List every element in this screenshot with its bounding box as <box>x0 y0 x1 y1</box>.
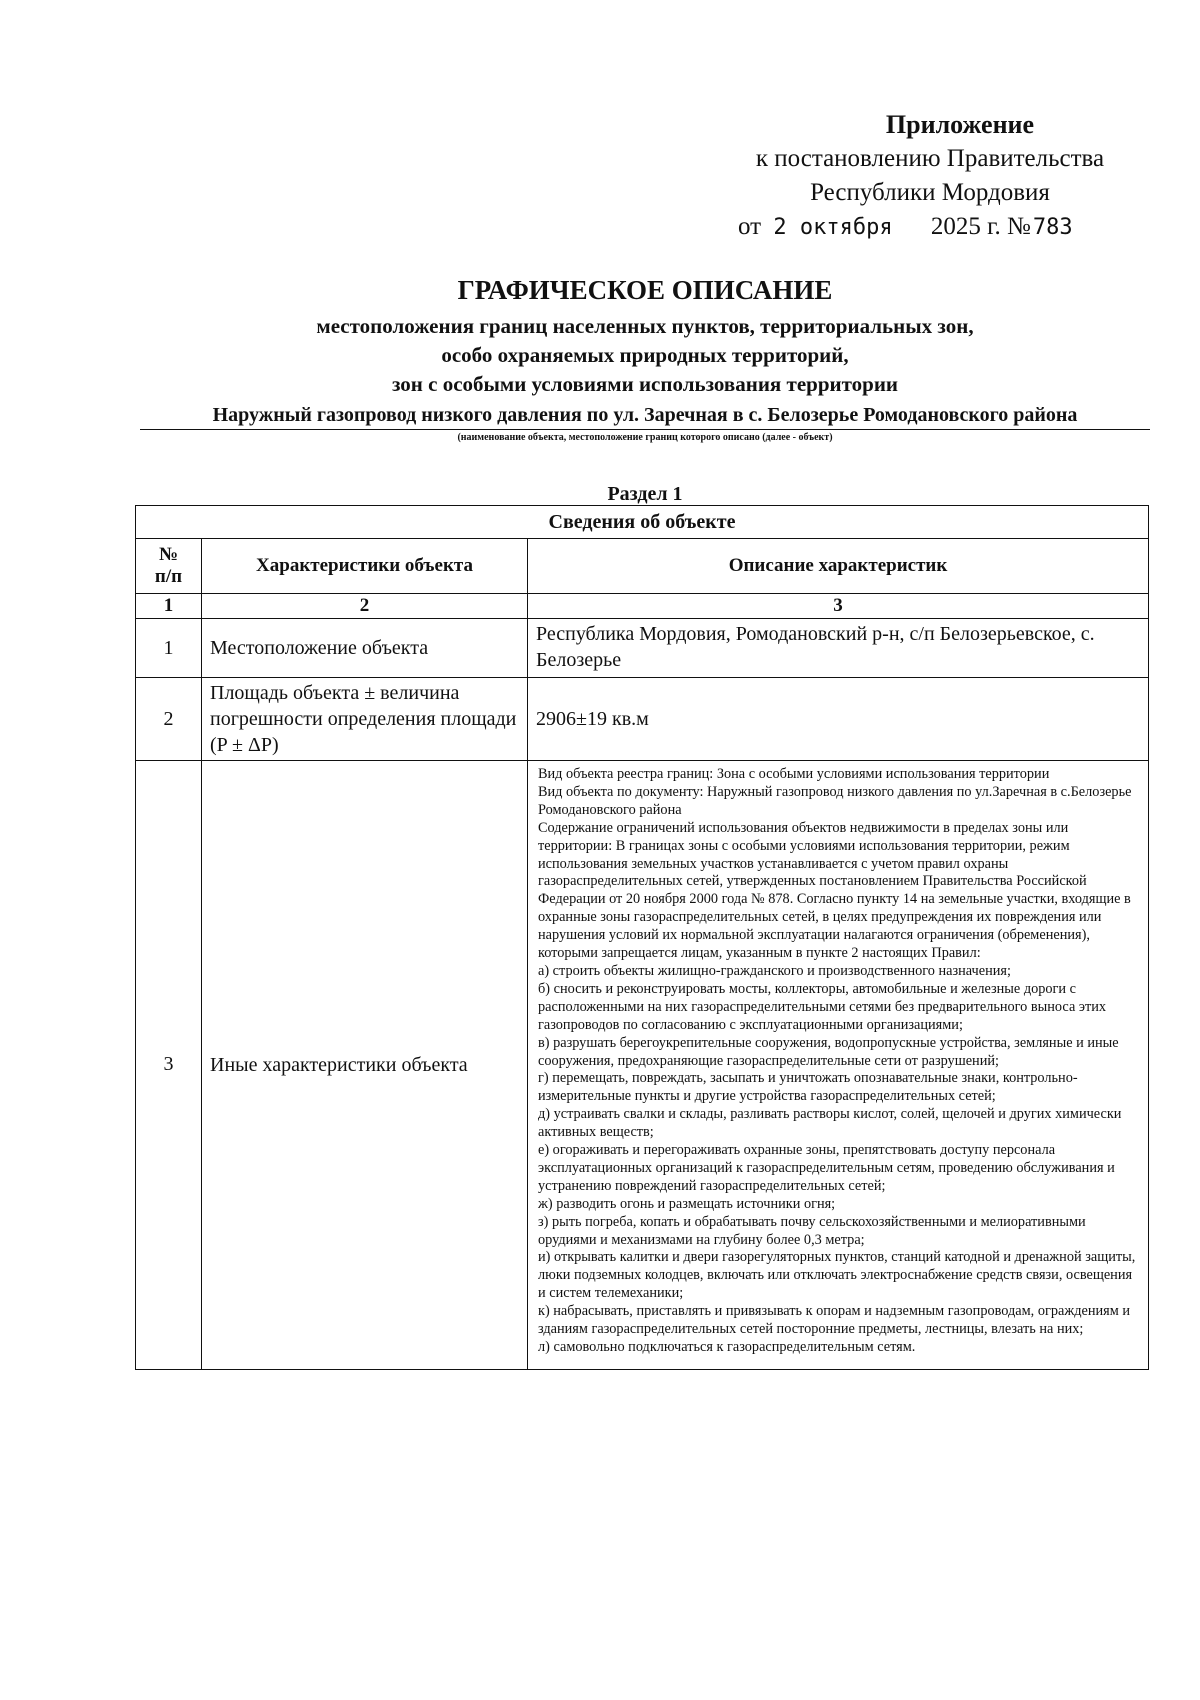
column-number: 1 <box>136 594 202 619</box>
date-handwritten: 2 октября <box>773 215 893 240</box>
header-characteristic: Характеристики объекта <box>202 539 528 594</box>
restriction-line: Вид объекта по документу: Наружный газопровод низкого давления по ул.Заречная в с.Белозерье Ромодановского района <box>538 783 1132 818</box>
date-year: 2025 г. № <box>930 213 1031 240</box>
row-number: 1 <box>136 619 202 678</box>
appendix-block <box>720 108 1140 245</box>
decree-number: 783 <box>1032 215 1073 240</box>
appendix-line-2: Республики Мордовия <box>810 179 1050 206</box>
restriction-line: д) устраивать свалки и склады, разливать растворы кислот, солей, щелочей и других химически активных веществ; <box>538 1106 1122 1141</box>
restriction-line: а) строить объекты жилищно-гражданского и производственного назначения; <box>538 962 1011 979</box>
row-number: 3 <box>136 761 202 1370</box>
section-label: Раздел 1 <box>607 483 683 505</box>
table-caption-row <box>136 506 1149 539</box>
restriction-line: б) сносить и реконструировать мосты, коллекторы, автомобильные и железные дороги с расположенными на них газораспределительными сетями без предварительного выноса этих газопроводов по согласованию с эксплуатационными организациями; <box>538 980 1107 1033</box>
row-description: 2906±19 кв.м <box>528 678 1149 761</box>
row-characteristic: Местоположение объекта <box>202 619 528 678</box>
row-number: 2 <box>136 678 202 761</box>
header-description: Описание характеристик <box>528 539 1149 594</box>
restriction-line: к) набрасывать, приставлять и привязывать к опорам и надземным газопроводам, ограждениям и зданиям газораспределительных сетей посторонние предметы, лестницы, влезать на них; <box>538 1303 1130 1338</box>
restriction-line: и) открывать калитки и двери газорегуляторных пунктов, станций катодной и дренажной защиты, люки подземных колодцев, включать или отключать электроснабжение средств связи, освещения и систем телемеханики; <box>538 1249 1136 1302</box>
restriction-line: Вид объекта реестра границ: Зона с особыми условиями использования территории <box>538 766 1050 782</box>
table-header-row <box>136 539 1149 594</box>
table-row <box>136 619 1149 678</box>
appendix-date <box>720 210 1140 245</box>
table-row <box>136 678 1149 761</box>
row-characteristic: Иные характеристики объекта <box>202 761 528 1370</box>
column-number-row <box>136 594 1149 619</box>
table-row <box>136 761 1149 1370</box>
row-characteristic: Площадь объекта ± величина погрешности определения площади (P ± ΔP) <box>202 678 528 761</box>
restriction-line: л) самовольно подключаться к газораспределительным сетям. <box>538 1339 916 1355</box>
row-description-restrictions <box>528 761 1149 1370</box>
table-caption: Сведения об объекте <box>136 506 1149 539</box>
title-sub-line-2: особо охраняемых природных территорий, <box>441 343 849 367</box>
row-description: Республика Мордовия, Ромодановский р-н, с/п Белозерьевское, с. Белозерье <box>528 619 1149 678</box>
object-name: Наружный газопровод низкого давления по ул. Заречная в с. Белозерье Ромодановского района <box>140 402 1150 430</box>
appendix-line-1: к постановлению Правительства <box>755 145 1105 172</box>
restriction-line: е) огораживать и перегораживать охранные зоны, препятствовать доступу персонала эксплуатационных организаций к газораспределительным сетям, проведению обслуживания и устранению повреждений газораспределительных сетей; <box>538 1142 1115 1194</box>
column-number: 2 <box>202 594 528 619</box>
column-number: 3 <box>528 594 1149 619</box>
date-prefix: от <box>738 213 762 240</box>
title-sub-line-1: местоположения границ населенных пунктов, территориальных зон, <box>316 314 974 338</box>
restriction-line: г) перемещать, повреждать, засыпать и уничтожать опознавательные знаки, контрольно-измерительные пункты и другие устройства газораспределительных сетей; <box>538 1070 1078 1105</box>
object-caption: (наименование объекта, местоположение границ которого описано (далее - объект) <box>457 432 833 443</box>
object-info-table <box>135 505 1149 1370</box>
restriction-line: Содержание ограничений использования объектов недвижимости в пределах зоны или территории: В границах зоны с особыми условиями использования территории, режим использования земельных участков устанавливается с учетом правил охраны газораспределительных сетей, утвержденных постановлением Правительства Российской Федерации от 20 ноября 2000 года № 878. Согласно пункту 14 на земельные участки, входящие в охранные зоны газораспределительных сетей, в целях предупреждения их повреждения или нарушения условий их нормальной эксплуатации налагаются ограничения (обременения), которыми запрещается лицам, указанным в пункте 2 настоящих Правил: <box>538 819 1131 962</box>
appendix-heading: Приложение <box>885 110 1035 139</box>
header-num: № п/п <box>136 539 202 594</box>
restriction-line: з) рыть погреба, копать и обрабатывать почву сельскохозяйственными и мелиоративными орудиями и механизмами на глубину более 0,3 метра; <box>538 1213 1086 1248</box>
title-sub-line-3: зон с особыми условиями использования территории <box>391 372 899 396</box>
title-main: ГРАФИЧЕСКОЕ ОПИСАНИЕ <box>457 275 833 305</box>
restriction-line: ж) разводить огонь и размещать источники огня; <box>538 1195 836 1212</box>
restriction-line: в) разрушать берегоукрепительные сооружения, водопропускные устройства, земляные и иные сооружения, предохраняющие газораспределительные сети от разрушений; <box>538 1034 1119 1069</box>
document-title <box>140 272 1150 399</box>
